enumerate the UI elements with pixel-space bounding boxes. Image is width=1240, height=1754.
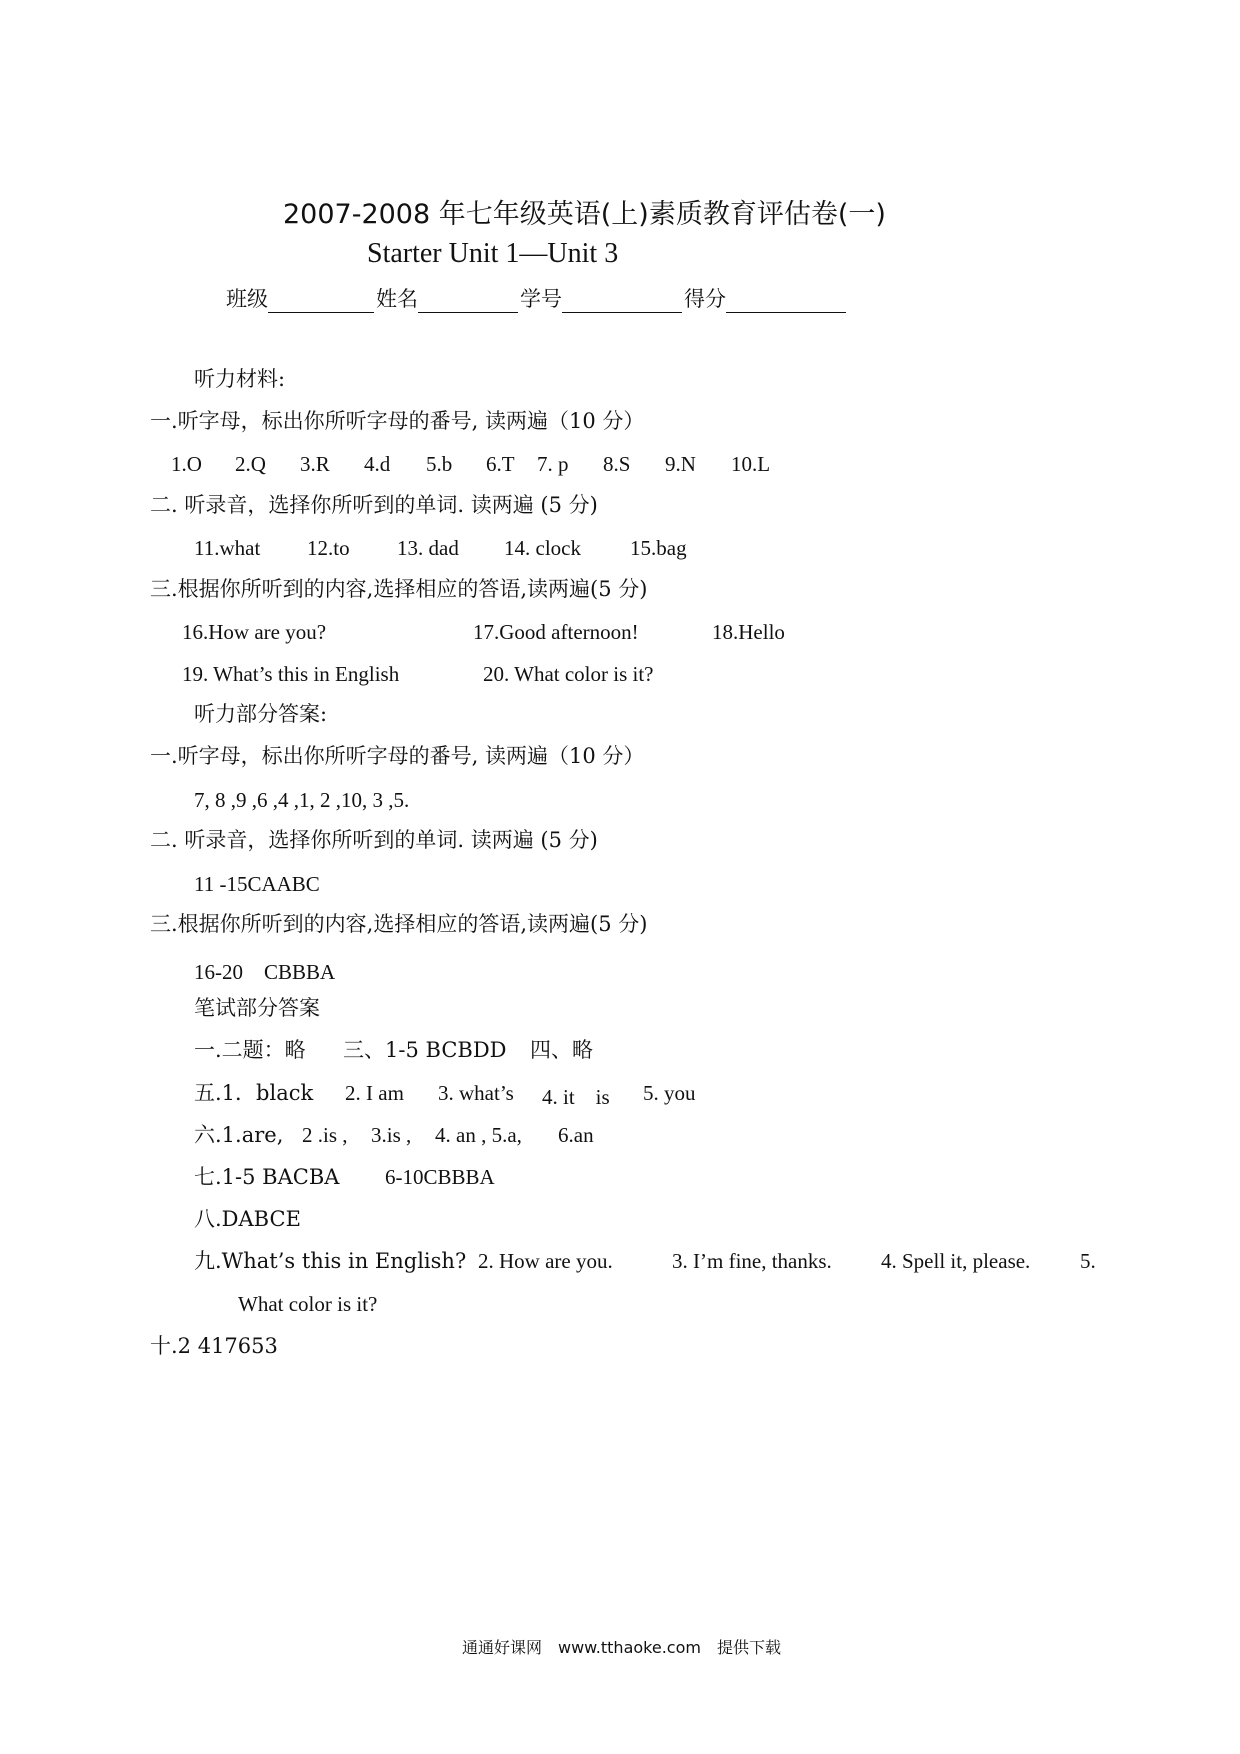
response-item: 17.Good afternoon! (473, 620, 639, 644)
letter-item: 4.d (364, 452, 391, 476)
written-answer-item: 4. it is (542, 1085, 610, 1109)
word-item: 13. dad (397, 536, 459, 560)
response-item: 20. What color is it? (483, 662, 654, 686)
letter-item: 2.Q (235, 452, 266, 476)
written-answer-item: 3. what’s (438, 1081, 514, 1105)
written-answer-item: 3. I’m fine, thanks. (672, 1249, 832, 1273)
written-answer-item: 4. an , 5.a, (435, 1123, 522, 1147)
response-item: 19. What’s this in English (182, 662, 400, 686)
letter-item: 3.R (300, 452, 330, 476)
letter-item: 1.O (171, 452, 202, 476)
written-answer-item: 2. How are you. (478, 1249, 613, 1273)
written-answer-item: 九.What’s this in English? (194, 1249, 467, 1273)
written-answer-item: 5. (1080, 1249, 1096, 1273)
score-blank (726, 290, 846, 313)
student-id-blank (562, 290, 682, 313)
written-answer-item: 七.1-5 BACBA (194, 1165, 340, 1189)
score-label: 得分 (684, 287, 726, 311)
answer-section1-heading: 一.听字母，标出你所听字母的番号, 读两遍（10 分） (150, 744, 645, 768)
written-answer-item: 一.二题：略 (194, 1038, 306, 1062)
letter-item: 5.b (426, 452, 453, 476)
listening-section2-heading: 二. 听录音，选择你所听到的单词. 读两遍 (5 分) (150, 493, 598, 517)
listening-section3-heading: 三.根据你所听到的内容,选择相应的答语,读两遍(5 分) (150, 577, 648, 601)
written-answer-item: 十.2 417653 (150, 1334, 278, 1358)
answer-section3-value: 16-20 CBBBA (194, 960, 336, 984)
student-info-line (226, 283, 848, 313)
class-blank (268, 290, 374, 313)
written-answer-item: What color is it? (238, 1292, 378, 1316)
footer-download-note: 通通好课网 www.tthaoke.com 提供下载 (462, 1638, 781, 1657)
student-id-label: 学号 (520, 287, 562, 311)
letter-item: 8.S (603, 452, 631, 476)
answer-section2-heading: 二. 听录音，选择你所听到的单词. 读两遍 (5 分) (150, 828, 598, 852)
answer-section3-heading: 三.根据你所听到的内容,选择相应的答语,读两遍(5 分) (150, 912, 648, 936)
word-item: 15.bag (630, 536, 687, 560)
listening-section1-heading: 一.听字母，标出你所听字母的番号, 读两遍（10 分） (150, 409, 645, 433)
letter-item: 6.T (486, 452, 515, 476)
answer-section2-value: 11 -15CAABC (194, 872, 320, 896)
written-answer-item: 6-10CBBBA (385, 1165, 495, 1189)
word-item: 12.to (307, 536, 350, 560)
page-subtitle: Starter Unit 1—Unit 3 (367, 238, 619, 269)
written-answer-item: 4. Spell it, please. (881, 1249, 1031, 1273)
name-blank (418, 290, 518, 313)
listening-material-label: 听力材料: (194, 367, 286, 391)
answer-section1-value: 7, 8 ,9 ,6 ,4 ,1, 2 ,10, 3 ,5. (194, 788, 410, 812)
word-item: 14. clock (504, 536, 581, 560)
written-answers-label: 笔试部分答案 (194, 996, 320, 1020)
response-item: 18.Hello (712, 620, 785, 644)
written-answer-item: 6.an (558, 1123, 594, 1147)
word-item: 11.what (194, 536, 261, 560)
written-answer-item: 3.is , (371, 1123, 412, 1147)
written-answer-item: 四、略 (530, 1038, 593, 1062)
name-label: 姓名 (376, 287, 418, 311)
letter-item: 9.N (665, 452, 696, 476)
letter-item: 7. p (537, 452, 569, 476)
class-label: 班级 (226, 287, 268, 311)
letter-item: 10.L (731, 452, 771, 476)
page-title: 2007-2008 年七年级英语(上)素质教育评估卷(一) (283, 199, 886, 230)
written-answer-item: 六.1.are, (194, 1123, 284, 1147)
written-answer-item: 2 .is , (302, 1123, 348, 1147)
written-answer-item: 三、1-5 BCBDD (343, 1038, 507, 1062)
written-answer-item: 五.1．black (194, 1081, 314, 1105)
written-answer-item: 5. you (643, 1081, 696, 1105)
listening-answers-label: 听力部分答案: (194, 702, 328, 726)
response-item: 16.How are you? (182, 620, 327, 644)
written-answer-item: 八.DABCE (194, 1207, 301, 1231)
written-answer-item: 2. I am (345, 1081, 404, 1105)
